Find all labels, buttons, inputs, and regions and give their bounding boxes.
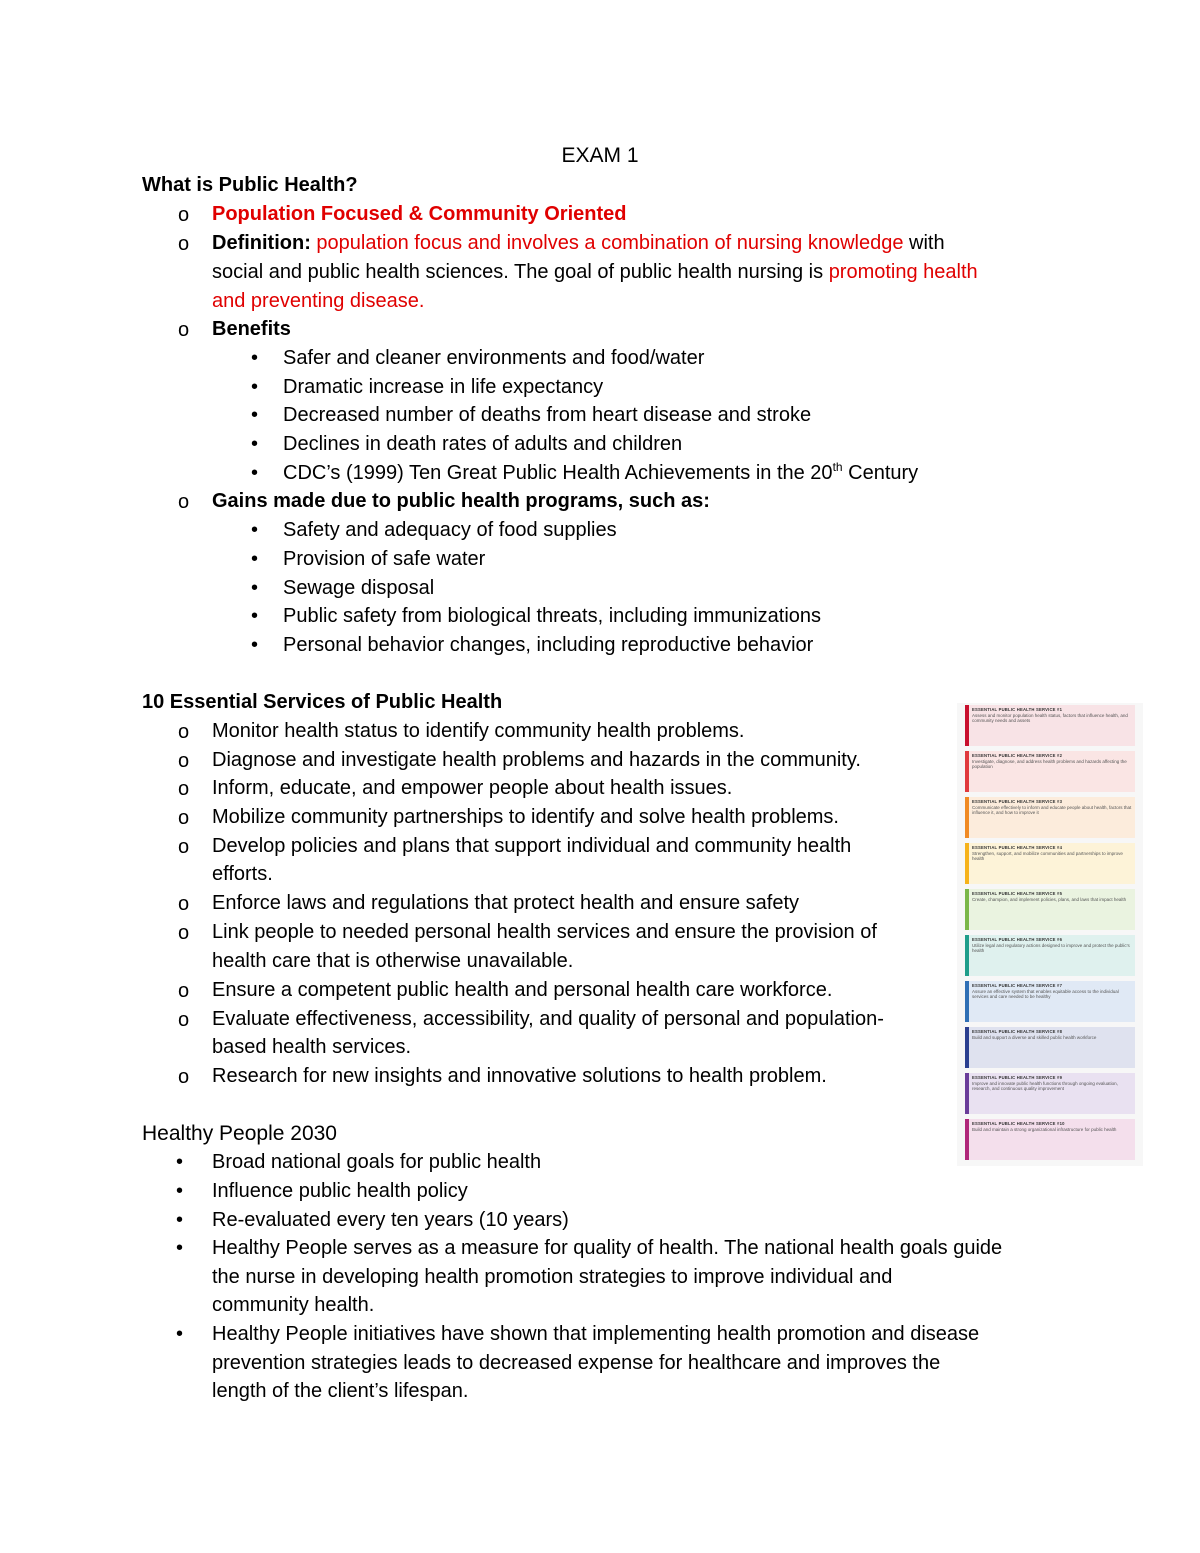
list-marker: o (178, 1009, 190, 1031)
list-marker: o (178, 204, 190, 226)
service-card-caption: ESSENTIAL PUBLIC HEALTH SERVICE #3 (972, 799, 1063, 804)
service-item: Enforce laws and regulations that protect health and ensure safety (212, 892, 800, 914)
healthy-people-item: Re-evaluated every ten years (10 years) (212, 1209, 569, 1231)
benefit-item: Declines in death rates of adults and children (283, 433, 683, 455)
service-card-text: Assure an effective system that enables equitable access to the individual services and care needed to be healthy (972, 988, 1119, 999)
service-card-9 (965, 1073, 1135, 1114)
service-card-2 (965, 751, 1135, 792)
service-card-text: Assess and monitor population health status, factors that influence health, and community needs and assets (972, 712, 1128, 723)
service-item: Research for new insights and innovative solutions to health problem. (212, 1065, 827, 1087)
service-card-caption: ESSENTIAL PUBLIC HEALTH SERVICE #4 (972, 845, 1063, 850)
service-item-continued: health care that is otherwise unavailable. (212, 950, 574, 972)
service-item: Mobilize community partnerships to identify and solve health problems. (212, 806, 839, 828)
bullet: • (176, 1323, 184, 1345)
list-marker: o (178, 807, 190, 829)
bullet: • (251, 404, 259, 426)
bullet: • (251, 347, 259, 369)
list-marker: o (178, 1066, 190, 1088)
service-card-8 (965, 1027, 1135, 1068)
service-card-text: Investigate, diagnose, and address health problems and hazards affecting the population (972, 758, 1127, 769)
section-heading-essential-services: 10 Essential Services of Public Health (142, 691, 503, 713)
healthy-people-item: Influence public health policy (212, 1180, 468, 1202)
service-card-caption: ESSENTIAL PUBLIC HEALTH SERVICE #5 (972, 891, 1063, 896)
healthy-people-item-continued: community health. (212, 1294, 375, 1316)
service-card-text: Improve and innovate public health functions through ongoing evaluation, research, and continuous quality improvement (972, 1080, 1118, 1091)
definition-text-2: social and public health sciences. The goal of public health nursing is (212, 261, 829, 283)
benefit-item: Dramatic increase in life expectancy (283, 376, 604, 398)
service-card-7 (965, 981, 1135, 1022)
service-card-caption: ESSENTIAL PUBLIC HEALTH SERVICE #10 (972, 1121, 1065, 1126)
service-card-caption: ESSENTIAL PUBLIC HEALTH SERVICE #9 (972, 1075, 1063, 1080)
bullet: • (176, 1151, 184, 1173)
list-marker: o (178, 233, 190, 255)
service-card-text: Utilize legal and regulatory actions designed to improve and protect the public's health (972, 942, 1130, 953)
bullet: • (176, 1180, 184, 1202)
bullet: • (251, 462, 259, 484)
cdc-superscript: th (832, 460, 843, 474)
list-marker: o (178, 778, 190, 800)
service-card-caption: ESSENTIAL PUBLIC HEALTH SERVICE #7 (972, 983, 1063, 988)
service-item: Develop policies and plans that support individual and community health (212, 835, 852, 857)
service-card-5 (965, 889, 1135, 930)
cdc-text: CDC’s (1999) Ten Great Public Health Achievements in the 20 (283, 462, 833, 484)
list-marker: o (178, 491, 190, 513)
service-card-text: Strengthen, support, and mobilize communities and partnerships to improve health (972, 850, 1123, 861)
list-marker: o (178, 319, 190, 341)
service-card-4 (965, 843, 1135, 884)
page-title: EXAM 1 (561, 144, 639, 167)
service-item: Diagnose and investigate health problems and hazards in the community. (212, 749, 861, 771)
list-item-benefits: Benefits (212, 318, 291, 340)
service-item: Ensure a competent public health and personal health care workforce. (212, 979, 833, 1001)
bullet: • (251, 519, 259, 541)
list-marker: o (178, 750, 190, 772)
service-card-caption: ESSENTIAL PUBLIC HEALTH SERVICE #6 (972, 937, 1063, 942)
gain-item: Provision of safe water (283, 548, 486, 570)
list-item-population-focused: Population Focused & Community Oriented (212, 203, 627, 225)
list-marker: o (178, 922, 190, 944)
cdc-text-end: Century (842, 462, 919, 484)
service-item-continued: efforts. (212, 863, 273, 885)
service-card-text: Create, champion, and implement policies, plans, and laws that impact health (972, 896, 1127, 902)
list-item-definition (212, 232, 945, 255)
bullet: • (251, 376, 259, 398)
service-card-6 (965, 935, 1135, 976)
list-marker: o (178, 893, 190, 915)
definition-line-3: and preventing disease. (212, 290, 425, 312)
gain-item: Sewage disposal (283, 577, 435, 599)
service-card-text: Communicate effectively to inform and educate people about health, factors that influence it, and how to improve it (972, 804, 1132, 815)
essential-services-graphic (957, 703, 1143, 1166)
definition-text: with (903, 232, 945, 254)
service-card-caption: ESSENTIAL PUBLIC HEALTH SERVICE #2 (972, 753, 1063, 758)
service-item: Inform, educate, and empower people about health issues. (212, 777, 733, 799)
definition-label: Definition: (212, 232, 311, 254)
benefit-item: Decreased number of deaths from heart disease and stroke (283, 404, 812, 426)
service-card-1 (965, 705, 1135, 746)
bullet: • (251, 433, 259, 455)
section-heading-public-health: What is Public Health? (142, 174, 358, 196)
healthy-people-item-continued: prevention strategies leads to decreased expense for healthcare and improves the (212, 1352, 941, 1374)
service-card-caption: ESSENTIAL PUBLIC HEALTH SERVICE #8 (972, 1029, 1063, 1034)
bullet: • (251, 634, 259, 656)
bullet: • (251, 577, 259, 599)
definition-red-text-2: promoting health (828, 261, 978, 283)
service-card-text: Build and support a diverse and skilled public health workforce (972, 1034, 1097, 1040)
bullet: • (251, 605, 259, 627)
benefit-item: Safer and cleaner environments and food/water (283, 347, 705, 369)
healthy-people-item-continued: length of the client’s lifespan. (212, 1380, 469, 1402)
section-heading-healthy-people: Healthy People 2030 (142, 1122, 337, 1145)
gain-item: Public safety from biological threats, including immunizations (283, 605, 822, 627)
service-card-text: Build and maintain a strong organizational infrastructure for public health (972, 1126, 1117, 1132)
bullet: • (176, 1209, 184, 1231)
service-card-10 (965, 1119, 1135, 1160)
healthy-people-item: Healthy People initiatives have shown that implementing health promotion and disease (212, 1323, 980, 1345)
list-item-gains: Gains made due to public health programs, such as: (212, 490, 710, 512)
bullet: • (176, 1237, 184, 1259)
gain-item: Safety and adequacy of food supplies (283, 519, 617, 541)
definition-line-2 (212, 261, 978, 284)
list-marker: o (178, 980, 190, 1002)
list-marker: o (178, 836, 190, 858)
service-card-3 (965, 797, 1135, 838)
service-card-caption: ESSENTIAL PUBLIC HEALTH SERVICE #1 (972, 707, 1063, 712)
healthy-people-item: Healthy People serves as a measure for quality of health. The national health goals guide (212, 1237, 1003, 1259)
service-item-continued: based health services. (212, 1036, 412, 1058)
gain-item: Personal behavior changes, including reproductive behavior (283, 634, 814, 656)
definition-red-text: population focus and involves a combination of nursing knowledge (310, 232, 904, 254)
benefit-item-cdc (283, 462, 918, 485)
bullet: • (251, 548, 259, 570)
service-item: Monitor health status to identify community health problems. (212, 720, 745, 742)
service-item: Evaluate effectiveness, accessibility, and quality of personal and population- (212, 1008, 884, 1030)
service-item: Link people to needed personal health services and ensure the provision of (212, 921, 877, 943)
healthy-people-item-continued: the nurse in developing health promotion strategies to improve individual and (212, 1266, 893, 1288)
healthy-people-item: Broad national goals for public health (212, 1151, 542, 1173)
list-marker: o (178, 721, 190, 743)
